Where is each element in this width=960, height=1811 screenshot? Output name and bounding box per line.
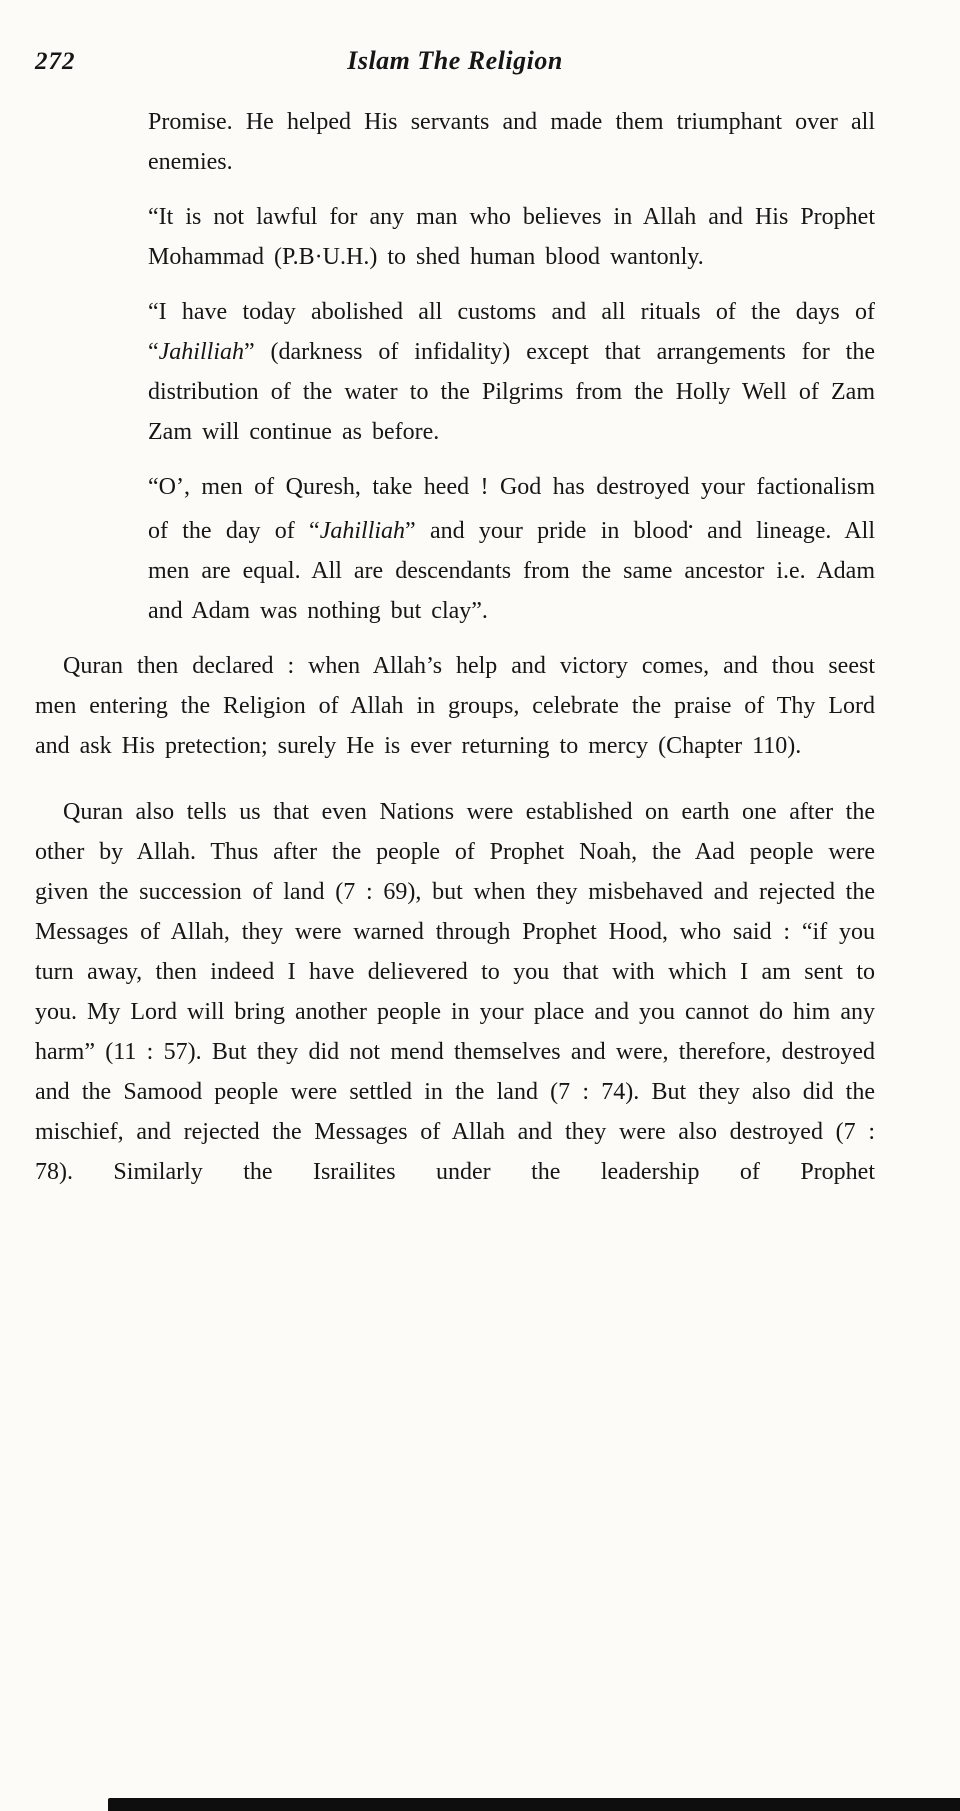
quote-paragraph-2: [148, 197, 875, 277]
scan-dot-artifact: •: [688, 519, 693, 534]
text-run: “It is not lawful for any man who believes in Allah and His Prophet Mohammad (P.B·U.H.) to shed human blood wantonly.: [148, 204, 875, 270]
text-run: “I have today abolished all customs and all rituals of the days of “: [148, 299, 875, 365]
italic-term-jahilliah: Jahilliah: [319, 518, 406, 544]
text-run: Quran also tells us that even Nations were established on earth one after the other by Allah. Thus after the people of Prophet Noah, the Aad people were given the succession of land (7 : 69), but when they misbehaved and rejected the Messages of Allah, they were warned through Prophet Hood, who said : “if you turn away, then indeed I have delievered to you that with which I am sent to you. My Lord will bring another people in your place and you cannot do him any harm” (11 : 57). But they did not mend themselves and were, therefore, destroyed and the Samood people were settled in the land (7 : 74). But they also did the mischief, and rejected the Messages of Allah and they were also destroyed (7 : 78). Similarly the Israilites under the leadership of Prophet: [35, 799, 875, 1185]
page-header: [35, 46, 875, 82]
body-paragraph-2: [35, 792, 875, 1192]
text-run: ” (darkness of infidality) except that arrangements for the distribution of the water to the Pilgrims from the Holly Well of Zam Zam will continue as before.: [148, 339, 875, 445]
page-number: 272: [35, 48, 76, 75]
text-run: ” and your pride in blood: [405, 518, 689, 544]
page-content: [35, 102, 875, 1192]
quote-paragraph-4: [148, 467, 875, 631]
running-title: Islam The Religion: [347, 46, 563, 75]
scan-edge-artifact: [108, 1798, 960, 1811]
quote-paragraph-1: [148, 102, 875, 182]
text-run: “O’, men of Quresh, take heed ! God has destroyed your factionalism of the day of “: [148, 474, 875, 544]
italic-term-jahilliah: Jahilliah: [158, 339, 244, 365]
text-run: and lineage. All men are equal. All are descendants from the same ancestor i.e. Adam and Adam was nothing but clay”.: [148, 518, 876, 624]
quote-paragraph-3: [148, 292, 875, 452]
body-paragraph-1: [35, 646, 875, 766]
text-run: Promise. He helped His servants and made them triumphant over all enemies.: [148, 109, 875, 175]
text-run: Quran then declared : when Allah’s help and victory comes, and thou seest men entering the Religion of Allah in groups, celebrate the praise of Thy Lord and ask His pretection; surely He is ever returning to mercy (Chapter 110).: [35, 653, 875, 759]
